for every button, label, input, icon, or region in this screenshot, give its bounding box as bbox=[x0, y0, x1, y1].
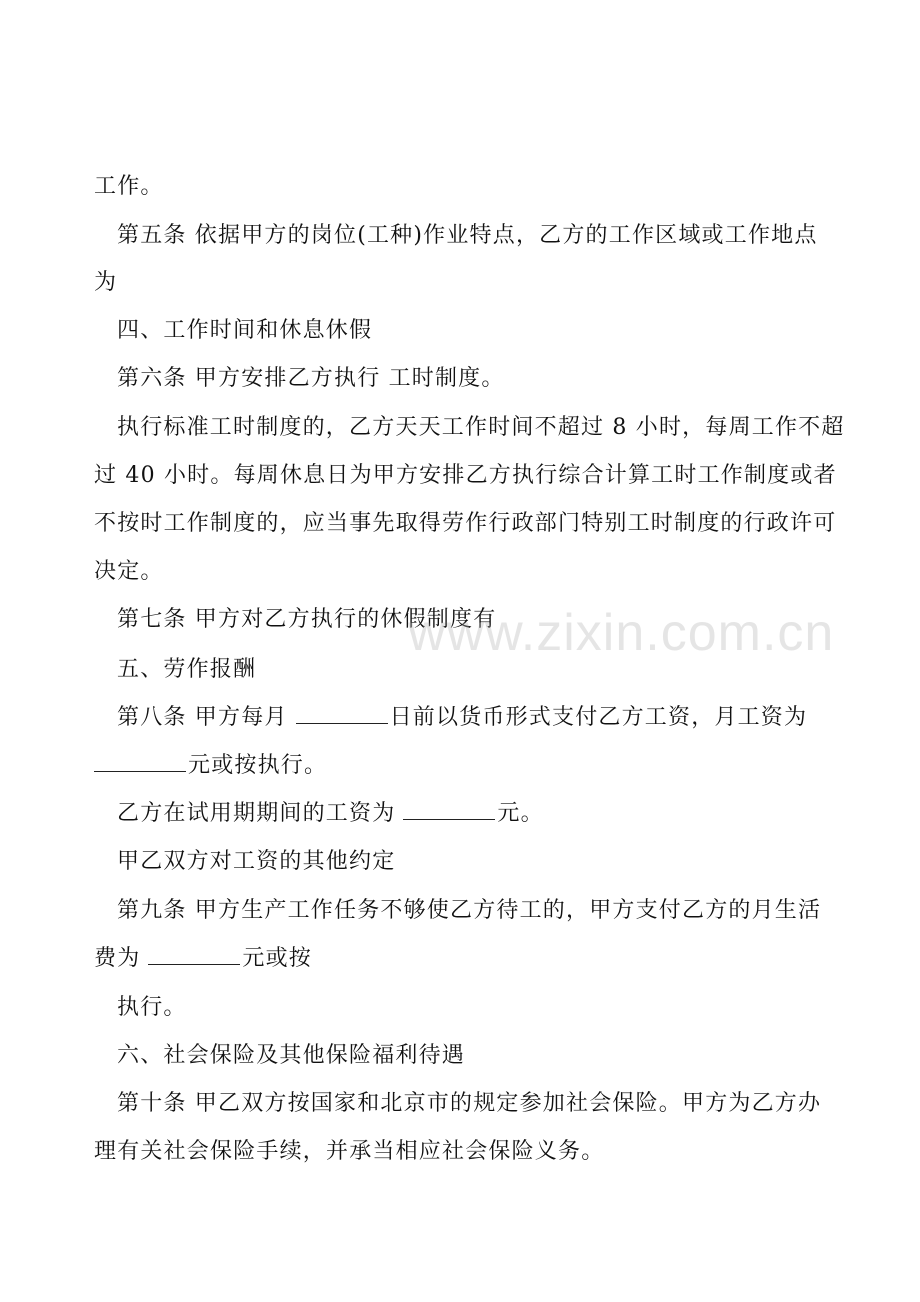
text-segment: 费为 bbox=[94, 946, 141, 971]
fill-in-blank bbox=[148, 946, 240, 965]
article-7: 第七条 甲方对乙方执行的休假制度有 bbox=[117, 607, 497, 632]
fill-in-blank bbox=[403, 801, 495, 820]
fill-in-blank bbox=[296, 705, 388, 724]
text-segment: 日前以货币形式支付乙方工资，月工资为 bbox=[389, 705, 808, 730]
text-segment: 第八条 甲方每月 bbox=[117, 705, 288, 730]
text-segment: 元或按执行。 bbox=[188, 753, 328, 778]
section-heading-5: 五、劳作报酬 bbox=[117, 657, 257, 682]
text-line: 甲乙双方对工资的其他约定 bbox=[117, 849, 396, 874]
text-line: 执行。 bbox=[117, 995, 187, 1020]
text-line: 为 bbox=[94, 270, 118, 295]
section-heading-6: 六、社会保险及其他保险福利待遇 bbox=[117, 1043, 466, 1068]
text-segment: 元。 bbox=[497, 801, 544, 826]
article-5: 第五条 依据甲方的岗位(工种)作业特点，乙方的工作区域或工作地点 bbox=[117, 223, 818, 248]
text-line bbox=[94, 944, 312, 974]
watermark: www.zixin.com.cn bbox=[408, 604, 835, 662]
section-heading-4: 四、工作时间和休息休假 bbox=[117, 318, 373, 343]
text-line: 工作。 bbox=[94, 174, 164, 199]
fill-in-blank bbox=[94, 753, 186, 772]
text-line: 理有关社会保险手续，并承当相应社会保险义务。 bbox=[94, 1139, 605, 1164]
probation-wage-line bbox=[117, 799, 544, 829]
text-segment: 乙方在试用期期间的工资为 bbox=[117, 801, 396, 826]
paragraph-line: 不按时工作制度的，应当事先取得劳作行政部门特别工时制度的行政许可 bbox=[94, 511, 837, 536]
article-9: 第九条 甲方生产工作任务不够使乙方待工的，甲方支付乙方的月生活 bbox=[117, 898, 822, 923]
text-line bbox=[94, 751, 327, 781]
article-8 bbox=[117, 703, 807, 733]
article-6: 第六条 甲方安排乙方执行 工时制度。 bbox=[117, 366, 505, 391]
article-10: 第十条 甲乙双方按国家和北京市的规定参加社会保险。甲方为乙方办 bbox=[117, 1091, 822, 1116]
text-segment: 元或按 bbox=[242, 946, 313, 971]
paragraph-line: 决定。 bbox=[94, 559, 164, 584]
paragraph-line: 执行标准工时制度的，乙方天天工作时间不超过 8 小时，每周工作不超 bbox=[117, 415, 845, 440]
paragraph-line: 过 40 小时。每周休息日为甲方安排乙方执行综合计算工时工作制度或者 bbox=[94, 463, 837, 488]
